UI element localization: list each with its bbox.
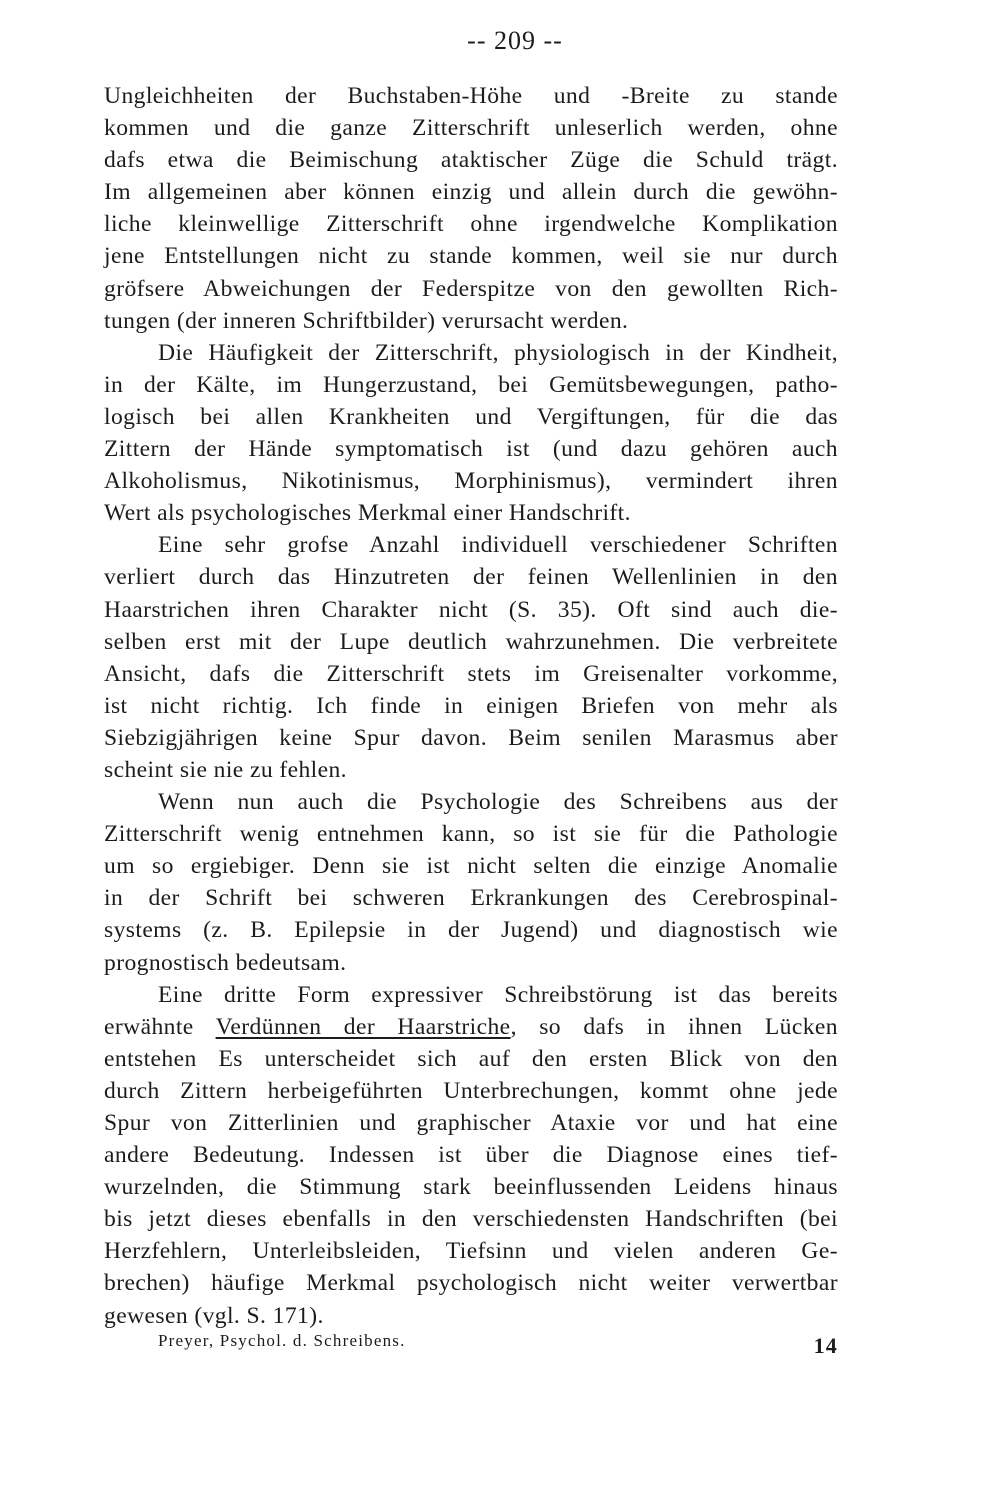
- text-line: Alkoholismus, Nikotinismus, Morphinismus), vermindert ihren: [104, 468, 838, 495]
- page-number: -- 209 --: [467, 26, 563, 55]
- text-line: dafs etwa die Beimischung ataktischer Züge die Schuld trägt.: [104, 147, 838, 174]
- text-line: gröfsere Abweichungen der Federspitze von den gewollten Rich-: [104, 275, 838, 302]
- text-line: selben erst mit der Lupe deutlich wahrzunehmen. Die verbreitete: [104, 628, 838, 655]
- text-line: verliert durch das Hinzutreten der feinen Wellenlinien in den: [104, 564, 838, 591]
- text-line: Haarstrichen ihren Charakter nicht (S. 35). Oft sind auch die-: [104, 596, 838, 623]
- text-line: Die Häufigkeit der Zitterschrift, physiologisch in der Kindheit,: [158, 339, 838, 366]
- text-line: wurzelnden, die Stimmung stark beeinflussenden Leidens hinaus: [104, 1174, 838, 1201]
- text-line: Zittern der Hände symptomatisch ist (und dazu gehören auch: [104, 436, 838, 463]
- text-line: brechen) häufige Merkmal psychologisch nicht weiter verwertbar: [104, 1270, 838, 1297]
- underlined-phrase: Verdünnen der Haarstriche: [215, 1013, 511, 1040]
- text-line: scheint sie nie zu fehlen.: [104, 756, 347, 783]
- text-line: in der Kälte, im Hungerzustand, bei Gemütsbewegungen, patho-: [104, 371, 838, 398]
- paragraph-5: [104, 979, 838, 1332]
- paragraph-3: [104, 529, 838, 786]
- text-line: entstehen Es unterscheidet sich auf den ersten Blick von den: [104, 1045, 838, 1072]
- text-line: Eine sehr grofse Anzahl individuell verschiedener Schriften: [158, 532, 838, 559]
- text-line: kommen und die ganze Zitterschrift unleserlich werden, ohne: [104, 115, 838, 142]
- body-text: [104, 80, 838, 1332]
- text-line: andere Bedeutung. Indessen ist über die Diagnose eines tief-: [104, 1142, 838, 1169]
- footer: [158, 1331, 838, 1358]
- text-line: bis jetzt dieses ebenfalls in den verschiedensten Handschriften (bei: [104, 1206, 838, 1233]
- text-line: um so ergiebiger. Denn sie ist nicht selten die einzige Anomalie: [104, 853, 838, 880]
- text-line: prognostisch bedeutsam.: [104, 949, 347, 976]
- text-line: Im allgemeinen aber können einzig und allein durch die gewöhn-: [104, 179, 838, 206]
- text-line: ist nicht richtig. Ich finde in einigen Briefen von mehr als: [104, 692, 838, 719]
- footer-citation: Preyer, Psychol. d. Schreibens.: [158, 1331, 406, 1350]
- text-line: tungen (der inneren Schriftbilder) verursacht werden.: [104, 307, 629, 334]
- text-line: Wenn nun auch die Psychologie des Schreibens aus der: [158, 789, 838, 816]
- text-line: Herzfehlern, Unterleibsleiden, Tiefsinn und vielen anderen Ge-: [104, 1238, 838, 1265]
- text-line: Siebzigjährigen keine Spur davon. Beim senilen Marasmus aber: [104, 724, 838, 751]
- text-line: systems (z. B. Epilepsie in der Jugend) und diagnostisch wie: [104, 917, 838, 944]
- text-line-with-underline: erwähnte Verdünnen der Haarstriche, so dafs in ihnen Lücken: [104, 1013, 838, 1040]
- paragraph-1: [104, 80, 838, 337]
- text-line: durch Zittern herbeigeführten Unterbrechungen, kommt ohne jede: [104, 1077, 838, 1104]
- text-line: Wert als psychologisches Merkmal einer Handschrift.: [104, 500, 631, 527]
- text-line: Ansicht, dafs die Zitterschrift stets im Greisenalter vorkomme,: [104, 660, 838, 687]
- text-line: Ungleichheiten der Buchstaben-Höhe und -Breite zu stande: [104, 83, 838, 109]
- text-line: Spur von Zitterlinien und graphischer Ataxie vor und hat eine: [104, 1110, 838, 1136]
- text-line: gewesen (vgl. S. 171).: [104, 1302, 324, 1329]
- text-line: jene Entstellungen nicht zu stande kommen, weil sie nur durch: [104, 243, 838, 270]
- text-line: logisch bei allen Krankheiten und Vergiftungen, für die das: [104, 403, 838, 430]
- signature-mark: 14: [813, 1333, 838, 1358]
- paragraph-4: [104, 786, 838, 979]
- paragraph-2: [104, 337, 838, 530]
- text-line: Zitterschrift wenig entnehmen kann, so ist sie für die Pathologie: [104, 821, 838, 848]
- text-line: in der Schrift bei schweren Erkrankungen des Cerebrospinal-: [104, 885, 838, 912]
- text-line: liche kleinwellige Zitterschrift ohne irgendwelche Komplikation: [104, 211, 838, 238]
- text-line: Eine dritte Form expressiver Schreibstörung ist das bereits: [158, 981, 838, 1008]
